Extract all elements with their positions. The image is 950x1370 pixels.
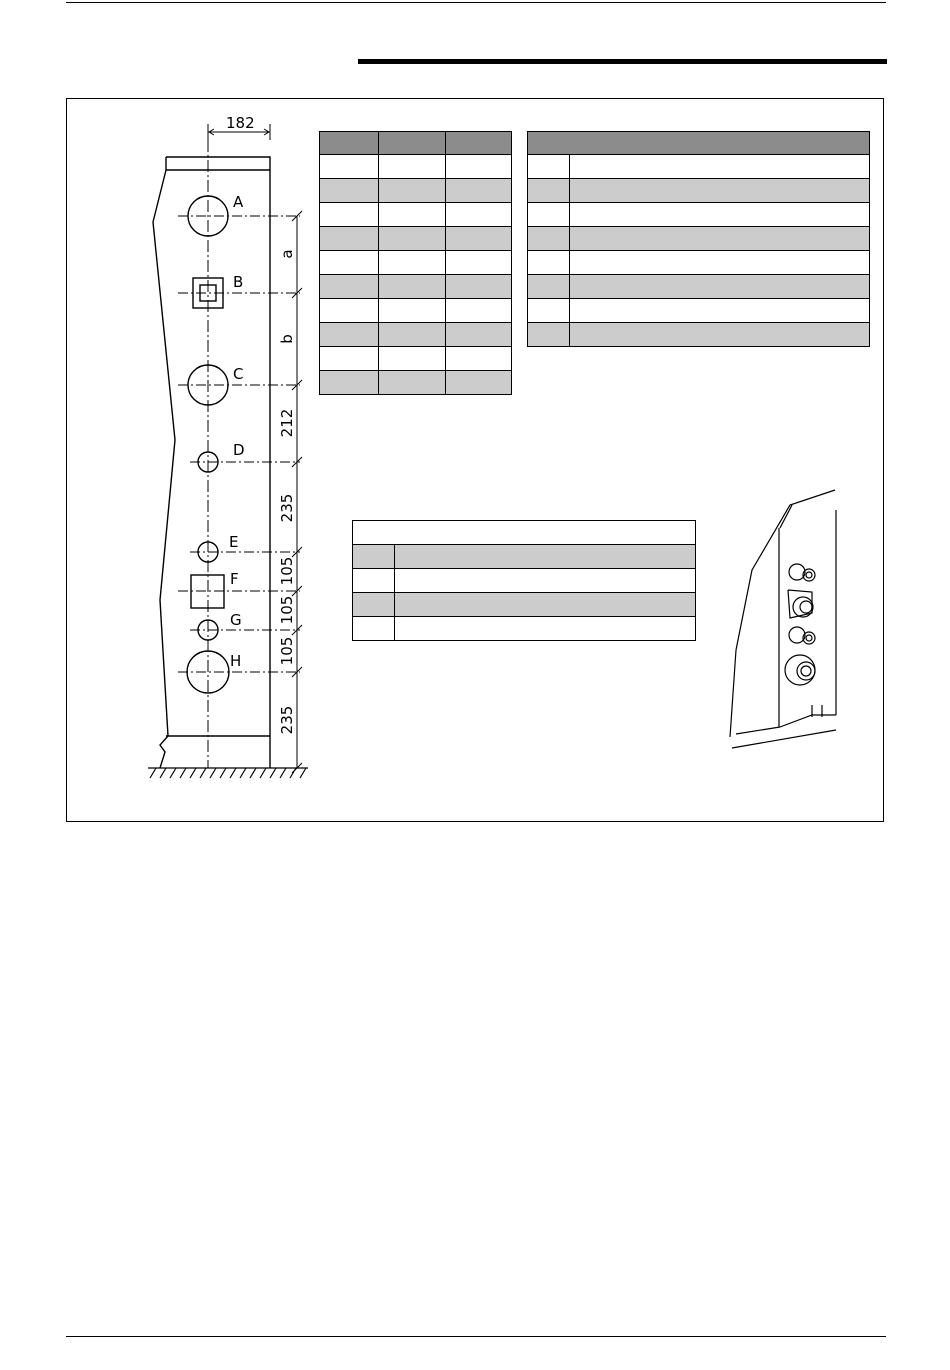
table-row: [528, 227, 870, 251]
dim-235-lower: 235: [278, 705, 296, 735]
label-f: F: [230, 570, 239, 588]
dim-top-width: 182: [226, 114, 255, 132]
table-row: [320, 347, 512, 371]
table-row: [320, 299, 512, 323]
table-header-cell: [528, 132, 870, 155]
bottom-rule: [66, 1336, 886, 1337]
table-row: [353, 569, 696, 593]
table-row: [320, 275, 512, 299]
table-row: [528, 179, 870, 203]
table-row: [320, 371, 512, 395]
table-header-cell: [379, 132, 446, 155]
dim-105-first: 105: [278, 556, 296, 586]
table-row: [528, 155, 870, 179]
dim-235-upper: 235: [278, 493, 296, 523]
table-row: [353, 593, 696, 617]
table-row: [528, 323, 870, 347]
table-row: [320, 155, 512, 179]
table-row: [528, 299, 870, 323]
table-header-row: [528, 132, 870, 155]
label-e: E: [229, 533, 239, 551]
label-h: H: [230, 652, 242, 670]
table-row: [528, 251, 870, 275]
label-g: G: [230, 611, 242, 629]
table-row: [353, 617, 696, 641]
dim-a: a: [278, 249, 296, 259]
table-header-cell: [353, 521, 696, 545]
table-row: [320, 179, 512, 203]
table-row: [528, 275, 870, 299]
dim-b: b: [278, 334, 296, 344]
table-header-row: [353, 521, 696, 545]
dimensions-table-left: [319, 131, 512, 395]
table-header-cell: [320, 132, 379, 155]
table-row: [320, 227, 512, 251]
vertical-dimension-chain: [292, 211, 302, 773]
floor-line: [148, 768, 308, 778]
dim-212: 212: [278, 408, 296, 438]
table-row: [320, 251, 512, 275]
unit-perspective-sketch: [730, 490, 836, 748]
bottom-legend-table: [352, 520, 696, 641]
label-a: A: [233, 193, 244, 211]
dim-105-second: 105: [278, 595, 296, 625]
connections-legend-table: [527, 131, 870, 347]
dim-105-third: 105: [278, 636, 296, 666]
label-d: D: [233, 441, 245, 459]
table-row: [320, 203, 512, 227]
label-c: C: [233, 365, 244, 383]
table-row: [320, 323, 512, 347]
table-row: [353, 545, 696, 569]
label-b: B: [233, 273, 244, 291]
table-row: [528, 203, 870, 227]
table-header-cell: [446, 132, 512, 155]
table-header-row: [320, 132, 512, 155]
